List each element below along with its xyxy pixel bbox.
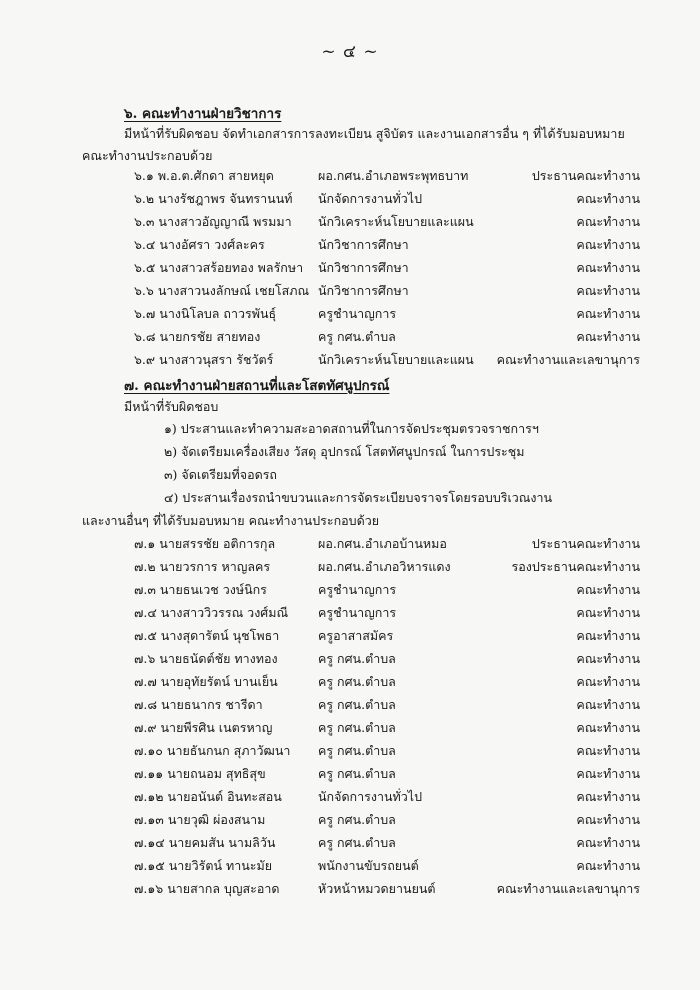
member-row [0, 304, 700, 326]
section6-heading: ๖. คณะทำงานฝ่ายวิชาการ [124, 106, 282, 122]
section7-duty-cont: และงานอื่นๆ ที่ได้รับมอบหมาย คณะทำงานประกอบด้วย [82, 513, 380, 528]
member-position: พนักงานขับรถยนต์ [318, 858, 419, 873]
member-row [0, 695, 700, 717]
member-name: ๖.๑ พ.อ.ต.ศักดา สายหยุด [134, 168, 274, 183]
member-role: คณะทำงาน [576, 628, 640, 643]
member-position: ครู กศน.ตำบล [318, 743, 396, 758]
member-role: คณะทำงาน [576, 582, 640, 597]
section7-duty-intro: มีหน้าที่รับผิดชอบ [124, 399, 219, 414]
member-role: คณะทำงาน [576, 674, 640, 689]
member-role: คณะทำงาน [576, 651, 640, 666]
member-name: ๗.๗ นายอุทัยรัตน์ บานเย็น [134, 674, 278, 689]
member-name: ๖.๓ นางสาวอัญญาณี พรมมา [134, 214, 292, 229]
member-name: ๗.๒ นายวรการ หาญลคร [134, 559, 271, 574]
member-role: คณะทำงาน [576, 237, 640, 252]
member-role: คณะทำงาน [576, 858, 640, 873]
member-row [0, 557, 700, 579]
member-position: ครู กศน.ตำบล [318, 329, 396, 344]
member-row [0, 718, 700, 740]
member-role: คณะทำงาน [576, 720, 640, 735]
member-position: ครู กศน.ตำบล [318, 697, 396, 712]
member-name: ๗.๖ นายธนัดต์ชัย ทางทอง [134, 651, 278, 666]
member-position: ครูชำนาญการ [318, 605, 397, 620]
member-name: ๖.๒ นางรัชฎาพร จันทรานนท์ [134, 191, 293, 206]
member-position: นักวิชาการศึกษา [318, 237, 409, 252]
member-role: รองประธานคณะทำงาน [511, 559, 640, 574]
member-row [0, 580, 700, 602]
member-position: ครูชำนาญการ [318, 306, 397, 321]
member-name: ๗.๘ นายธนากร ชารีดา [134, 697, 263, 712]
member-position: นักวิเคราะห์นโยบายและแผน [318, 352, 474, 367]
member-role: คณะทำงาน [576, 329, 640, 344]
member-name: ๖.๕ นางสาวสร้อยทอง พลรักษา [134, 260, 304, 275]
member-position: ครูอาสาสมัคร [318, 628, 394, 643]
member-position: ครู กศน.ตำบล [318, 720, 396, 735]
member-role: คณะทำงาน [576, 306, 640, 321]
member-position: ผอ.กศน.อำเภอพระพุทธบาท [318, 168, 469, 183]
member-role: คณะทำงานและเลขานุการ [496, 881, 640, 896]
member-role: คณะทำงาน [576, 191, 640, 206]
member-name: ๖.๙ นางสาวนุสรา รัชวัตร์ [134, 352, 274, 367]
member-name: ๗.๓ นายธนเวช วงษ์นิกร [134, 582, 267, 597]
member-role: คณะทำงานและเลขานุการ [496, 352, 640, 367]
member-row [0, 258, 700, 280]
member-name: ๖.๖ นางสาวนงลักษณ์ เชยโสภณ [134, 283, 310, 298]
member-row [0, 741, 700, 763]
section6-duty-line2: คณะทำงานประกอบด้วย [82, 148, 213, 163]
member-position: นักวิเคราะห์นโยบายและแผน [318, 214, 474, 229]
member-row [0, 166, 700, 188]
member-position: ผอ.กศน.อำเภอบ้านหมอ [318, 536, 447, 551]
member-name: ๖.๗ นางนิโลบล ถาวรพันธุ์ [134, 306, 277, 321]
member-position: ครู กศน.ตำบล [318, 835, 396, 850]
member-position: ผอ.กศน.อำเภอวิหารแดง [318, 559, 451, 574]
member-row [0, 603, 700, 625]
member-role: คณะทำงาน [576, 283, 640, 298]
member-role: คณะทำงาน [576, 812, 640, 827]
member-row [0, 235, 700, 257]
member-role: คณะทำงาน [576, 605, 640, 620]
section7-duty-1: ๑) ประสานและทำความสะอาดสถานที่ในการจัดประชุมตรวจราชการฯ [164, 421, 539, 436]
member-name: ๗.๑๔ นายคมสัน นามลิวัน [134, 835, 276, 850]
member-position: ครูชำนาญการ [318, 582, 397, 597]
member-row [0, 626, 700, 648]
member-name: ๗.๑๖ นายสากล บุญสะอาด [134, 881, 280, 896]
member-name: ๗.๑๒ นายอนันต์ อินทะสอน [134, 789, 282, 804]
member-position: นักวิชาการศึกษา [318, 283, 409, 298]
member-role: คณะทำงาน [576, 789, 640, 804]
member-position: ครู กศน.ตำบล [318, 812, 396, 827]
member-name: ๗.๑ นายสรรชัย อติการกุล [134, 536, 276, 551]
member-position: นักวิชาการศึกษา [318, 260, 409, 275]
member-name: ๗.๙ นายพีรศิน เนตรหาญ [134, 720, 273, 735]
section7-duty-3: ๓) จัดเตรียมที่จอดรถ [164, 467, 277, 482]
member-position: หัวหน้าหมวดยานยนต์ [318, 881, 436, 896]
member-row [0, 787, 700, 809]
member-row [0, 189, 700, 211]
member-name: ๖.๔ นางอัศรา วงศ์ละคร [134, 237, 265, 252]
member-role: คณะทำงาน [576, 835, 640, 850]
member-name: ๗.๑๐ นายธันกนก สุภาวัฒนา [134, 743, 291, 758]
section7-duty-2: ๒) จัดเตรียมเครื่องเสียง วัสดุ อุปกรณ์ โสตทัศนูปกรณ์ ในการประชุม [164, 444, 525, 459]
member-role: คณะทำงาน [576, 214, 640, 229]
member-row [0, 350, 700, 372]
member-role: คณะทำงาน [576, 766, 640, 781]
member-row [0, 672, 700, 694]
member-row [0, 212, 700, 234]
member-name: ๗.๕ นางสุดารัตน์ นุชโพธา [134, 628, 280, 643]
member-row [0, 327, 700, 349]
member-role: คณะทำงาน [576, 260, 640, 275]
member-position: ครู กศน.ตำบล [318, 674, 396, 689]
section7-duty-4: ๔) ประสานเรื่องรถนำขบวนและการจัดระเบียบจราจรโดยรอบบริเวณงาน [164, 490, 553, 505]
member-position: ครู กศน.ตำบล [318, 651, 396, 666]
member-row [0, 833, 700, 855]
member-row [0, 879, 700, 901]
member-row [0, 810, 700, 832]
member-position: นักจัดการงานทั่วไป [318, 191, 423, 206]
member-position: นักจัดการงานทั่วไป [318, 789, 423, 804]
section7-heading: ๗. คณะทำงานฝ่ายสถานที่และโสตทัศนูปกรณ์ [124, 378, 390, 394]
member-row [0, 856, 700, 878]
member-role: คณะทำงาน [576, 743, 640, 758]
member-name: ๖.๘ นายกรชัย สายทอง [134, 329, 261, 344]
member-row [0, 534, 700, 556]
member-row [0, 649, 700, 671]
member-row [0, 764, 700, 786]
section6-duty-line1: มีหน้าที่รับผิดชอบ จัดทำเอกสารการลงทะเบียน สูจิบัตร และงานเอกสารอื่น ๆ ที่ได้รับมอบหมาย [124, 126, 625, 141]
member-row [0, 281, 700, 303]
page-number: ~ ๔ ~ [321, 42, 379, 62]
member-role: คณะทำงาน [576, 697, 640, 712]
member-name: ๗.๑๕ นายวิรัตน์ ทานะมัย [134, 858, 273, 873]
member-position: ครู กศน.ตำบล [318, 766, 396, 781]
member-name: ๗.๑๓ นายวุฒิ ผ่องสนาม [134, 812, 266, 827]
member-name: ๗.๑๑ นายถนอม สุทธิสุข [134, 766, 266, 781]
member-role: ประธานคณะทำงาน [531, 536, 640, 551]
member-role: ประธานคณะทำงาน [531, 168, 640, 183]
member-name: ๗.๔ นางสาววิวรรณ วงศ์มณี [134, 605, 289, 620]
